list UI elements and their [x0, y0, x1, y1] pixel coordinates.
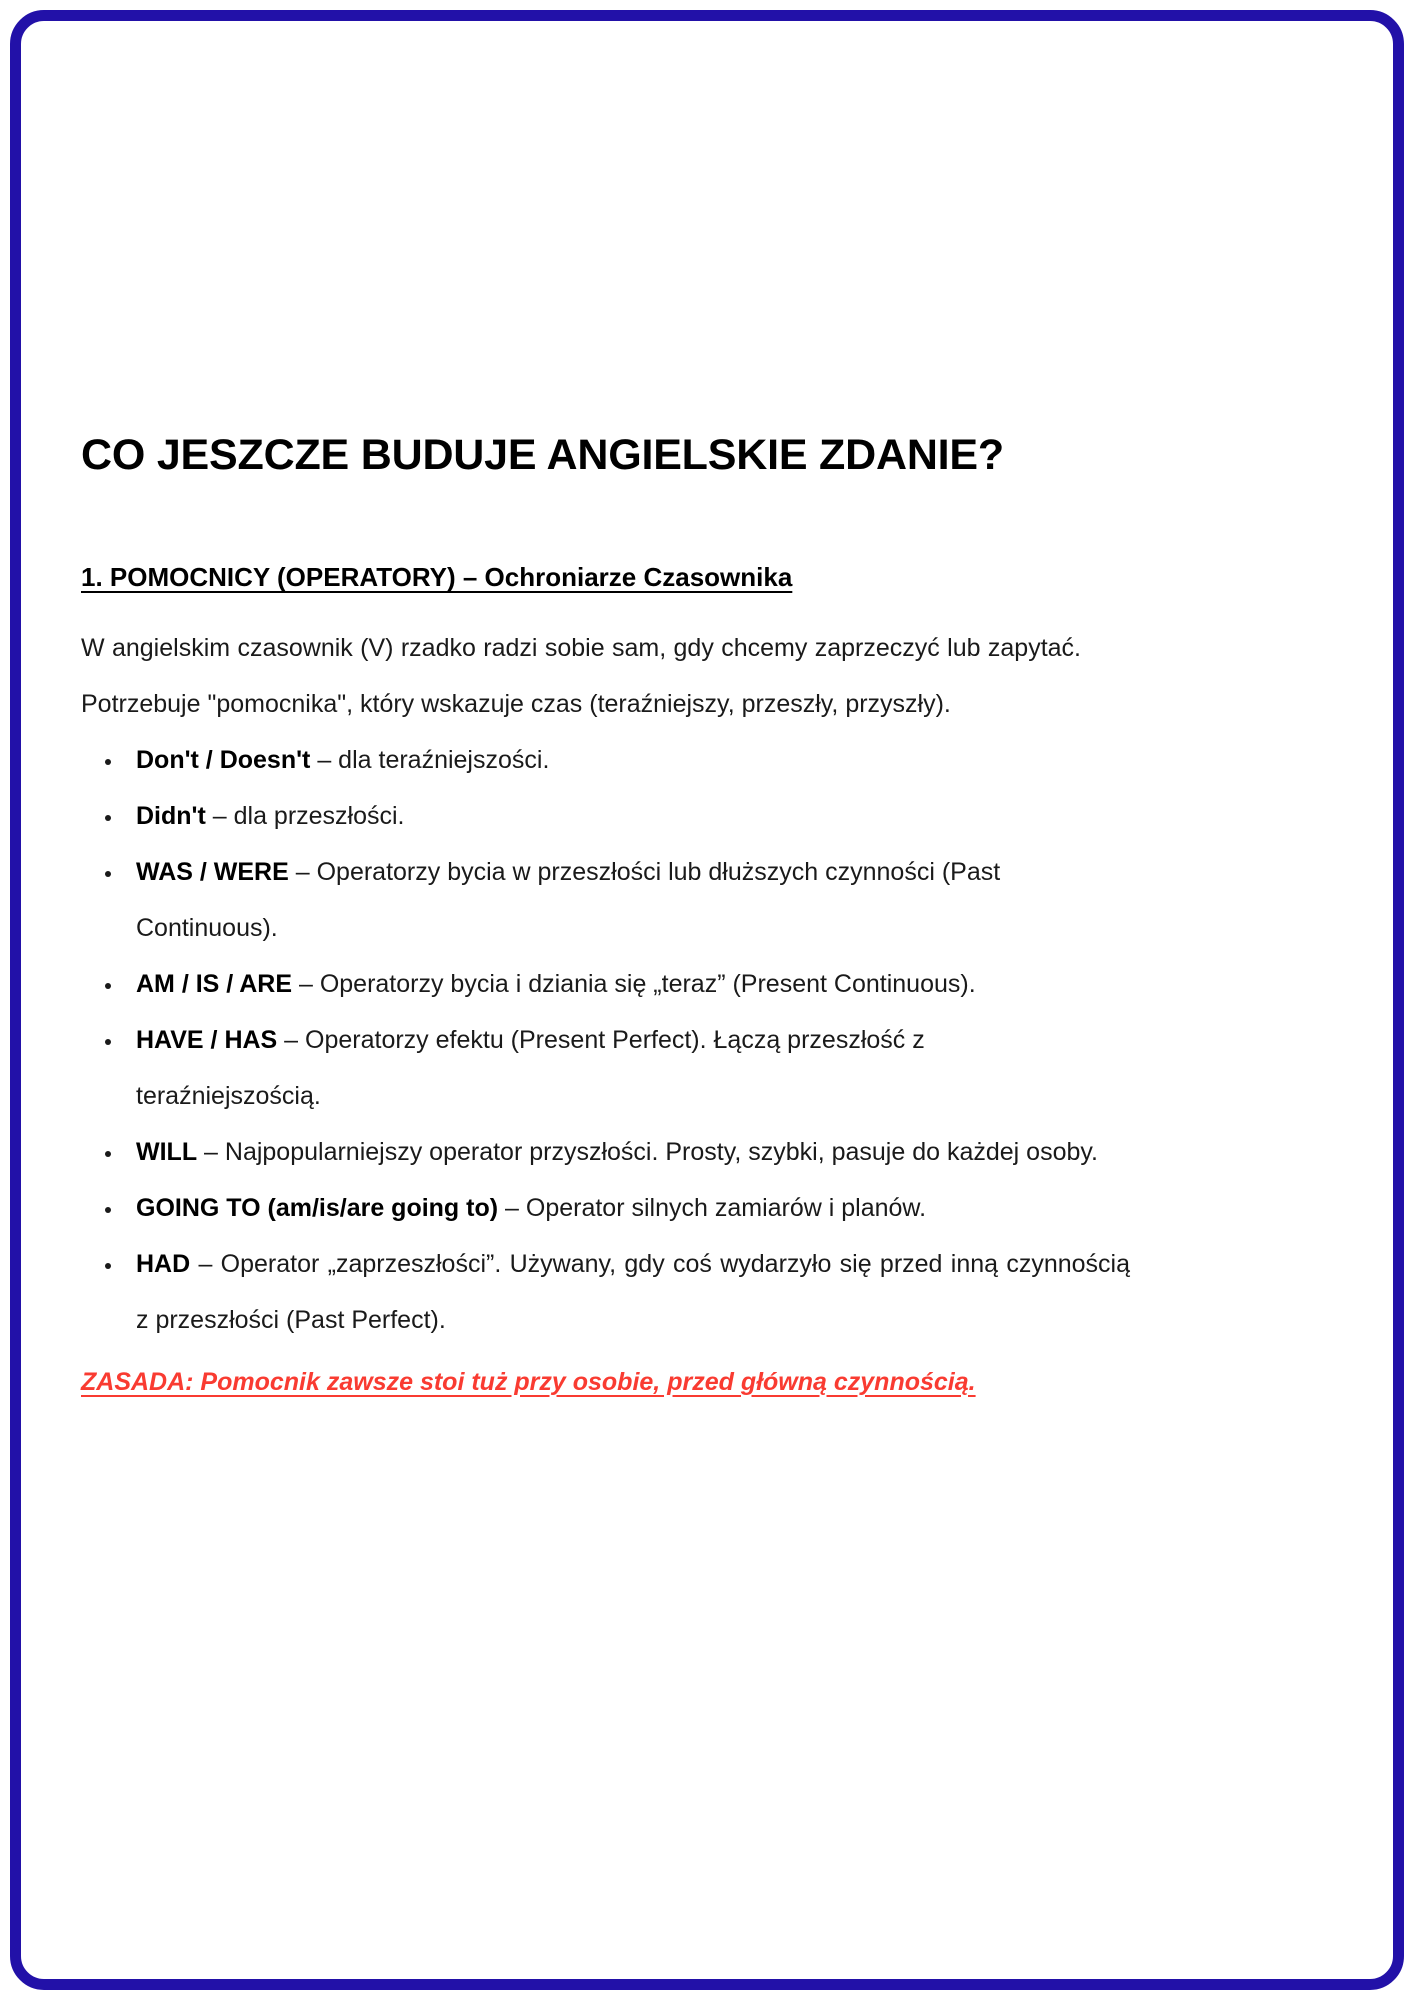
rule-highlight: ZASADA: Pomocnik zawsze stoi tuż przy osobie, przed główną czynnością.: [81, 1367, 976, 1396]
intro-paragraph: W angielskim czasownik (V) rzadko radzi sobie sam, gdy chcemy zaprzeczyć lub zapytać. Potrzebuje "pomocnika", który wskazuje czas (teraźniejszy, przeszły, przyszły).: [81, 633, 1081, 718]
list-item: [81, 1124, 1130, 1180]
list-item-description: – dla przeszłości.: [205, 801, 405, 830]
list-item: [81, 732, 1081, 788]
list-item-description: – Operatorzy bycia i dziania się „teraz” (Present Continuous).: [292, 969, 976, 998]
list-item-description: – Operatorzy bycia w przeszłości lub dłuższych czynności (Past Continuous).: [136, 857, 1001, 942]
page-border-frame: [10, 10, 1404, 1990]
list-item: [81, 1236, 1130, 1348]
list-item-description: – Operator silnych zamiarów i planów.: [498, 1193, 927, 1222]
list-item-term: HAVE / HAS: [136, 1025, 278, 1054]
list-item-description: – Operator „zaprzeszłości”. Używany, gdy coś wydarzyło się przed inną czynnością z przeszłości (Past Perfect).: [136, 1249, 1130, 1334]
list-item-description: – Najpopularniejszy operator przyszłości. Prosty, szybki, pasuje do każdej osoby.: [197, 1137, 1098, 1166]
list-item: [81, 1180, 1081, 1236]
list-item-term: WILL: [136, 1137, 198, 1166]
list-item-term: AM / IS / ARE: [136, 969, 293, 998]
operators-list: [81, 732, 1130, 1348]
list-item-description: – dla teraźniejszości.: [310, 745, 550, 774]
list-item-term: GOING TO (am/is/are going to): [136, 1193, 499, 1222]
list-item: [81, 956, 1081, 1012]
list-item-term: Didn't: [136, 801, 206, 830]
list-item: [81, 1012, 1081, 1124]
list-item: [81, 788, 1081, 844]
list-item: [81, 844, 1081, 956]
list-item-term: WAS / WERE: [136, 857, 289, 886]
section-heading: 1. POMOCNICY (OPERATORY) – Ochroniarze Czasownika: [81, 562, 793, 593]
list-item-term: Don't / Doesn't: [136, 745, 311, 774]
list-item-term: HAD: [136, 1249, 191, 1278]
list-item-description: – Operatorzy efektu (Present Perfect). Łączą przeszłość z teraźniejszością.: [136, 1025, 925, 1110]
page-title: CO JESZCZE BUDUJE ANGIELSKIE ZDANIE?: [81, 431, 1004, 479]
document-content: [81, 431, 1130, 1435]
